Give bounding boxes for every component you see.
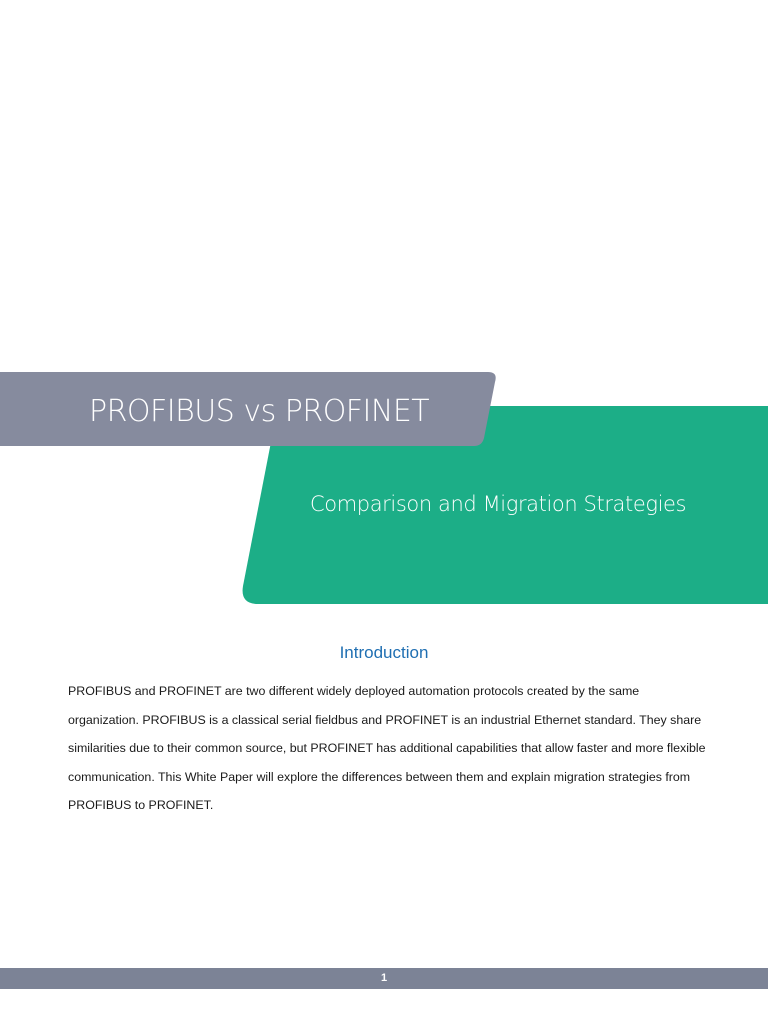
document-subtitle: Comparison and Migration Strategies	[310, 492, 687, 516]
introduction-heading: Introduction	[339, 643, 429, 662]
document-title: PROFIBUS vs PROFINET	[89, 394, 430, 429]
page-footer	[0, 968, 768, 989]
page-number: 1	[380, 972, 388, 984]
introduction-paragraph: PROFIBUS and PROFINET are two different widely deployed automation protocols created by the same organization. PROFIBUS is a classical serial fieldbus and PROFINET is an industrial Ethernet standard. They share similarities due to their common source, but PROFINET has additional capabilities that allow faster and more flexible communication. This White Paper will explore the differences between them and explain migration strategies from PROFIBUS to PROFINET.	[68, 684, 706, 812]
